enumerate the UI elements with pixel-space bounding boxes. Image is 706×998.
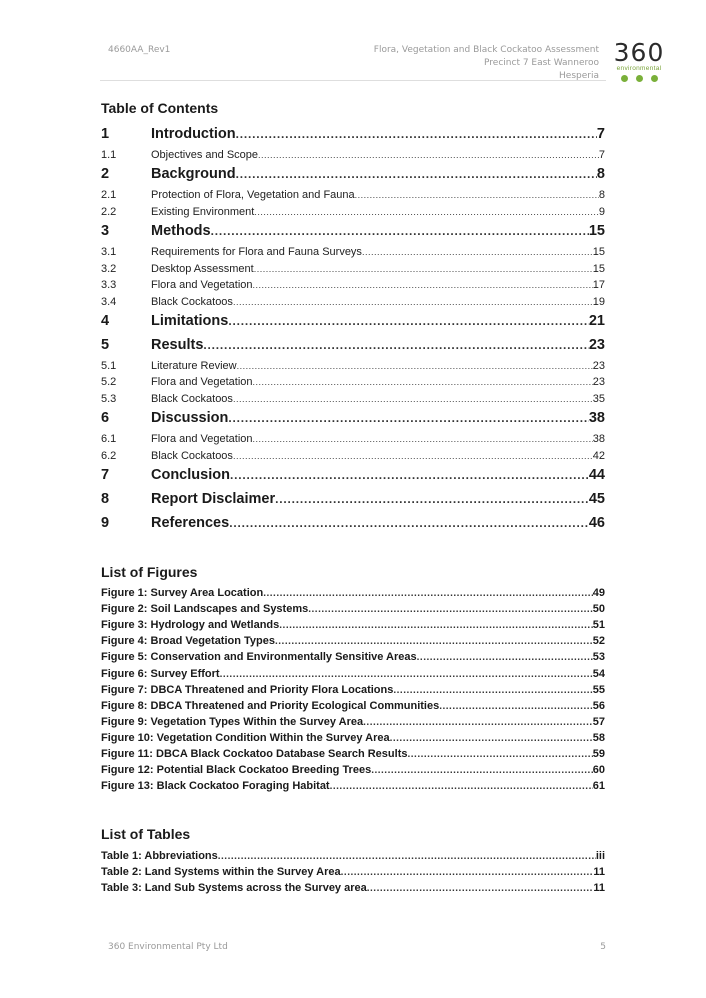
figure-entry-title: Figure 1: Survey Area Location (101, 587, 264, 599)
toc-entry-number: 8 (101, 491, 110, 507)
figure-entry[interactable] (101, 619, 605, 631)
toc-entry-page: 23 (588, 337, 605, 353)
figure-entry[interactable] (101, 764, 605, 776)
header-title-line: Precinct 7 East Wanneroo (484, 58, 599, 68)
toc-entry-title: Limitations (151, 313, 229, 329)
company-logo (606, 40, 672, 82)
toc-entry[interactable] (101, 166, 605, 182)
dot-leader (390, 733, 593, 744)
figure-entry-page: 51 (592, 619, 605, 632)
toc-entry[interactable] (101, 410, 605, 426)
toc-entry-page: 38 (592, 433, 605, 445)
figure-entry-title: Figure 11: DBCA Black Cockatoo Database Search Results (101, 748, 408, 760)
header-divider (100, 80, 606, 81)
toc-entry-title: Flora and Vegetation (151, 279, 253, 291)
toc-entry-title: Black Cockatoos (151, 450, 233, 462)
toc-entry[interactable] (101, 433, 605, 445)
toc-entry-number: 6 (101, 410, 110, 426)
toc-entry[interactable] (101, 279, 605, 291)
header-title-line: Hesperia (559, 71, 599, 81)
dot-leader (211, 224, 589, 238)
toc-entry-title: Flora and Vegetation (151, 376, 253, 388)
toc-entry[interactable] (101, 263, 605, 275)
toc-entry-title: Objectives and Scope (151, 149, 259, 161)
dot-leader (233, 394, 593, 404)
footer-company: 360 Environmental Pty Ltd (108, 942, 228, 952)
page-number: 5 (600, 942, 606, 952)
toc-entry-page: 15 (592, 263, 605, 275)
logo-dot (651, 75, 658, 82)
toc-entry[interactable] (101, 393, 605, 405)
toc-entry-page: 15 (588, 223, 605, 239)
toc-entry-number: 2 (101, 166, 110, 182)
table-entry-page: 11 (593, 882, 605, 895)
table-entry[interactable] (101, 866, 605, 878)
figure-entry[interactable] (101, 684, 605, 696)
toc-entry-page: 38 (588, 410, 605, 426)
toc-entry-number: 5.2 (101, 376, 117, 388)
dot-leader (258, 150, 599, 160)
figure-entry-title: Figure 7: DBCA Threatened and Priority Flora Locations (101, 683, 394, 696)
dot-leader (220, 669, 593, 680)
header-title-line: Flora, Vegetation and Black Cockatoo Assessment (373, 45, 599, 55)
dot-leader (363, 717, 593, 728)
header-title (374, 44, 599, 83)
logo-dots (606, 75, 672, 82)
toc-entry-title: Discussion (151, 410, 229, 426)
figure-entry-title: Figure 9: Vegetation Types Within the Survey Area (101, 715, 364, 728)
dot-leader (263, 588, 593, 599)
toc-entry[interactable] (101, 313, 605, 329)
table-entry-title: Table 3: Land Sub Systems across the Survey area (101, 882, 367, 895)
toc-entry-page: 46 (588, 515, 605, 531)
toc-entry[interactable] (101, 223, 605, 239)
figure-entry[interactable] (101, 603, 605, 615)
figures-heading: List of Figures (101, 564, 198, 580)
toc-entry-title: Requirements for Flora and Fauna Surveys (151, 246, 362, 258)
figure-entry-page: 54 (592, 667, 605, 680)
toc-entry-title: Background (151, 166, 236, 182)
toc-entry-title: Existing Environment (151, 206, 255, 218)
figure-entry[interactable] (101, 635, 605, 647)
toc-entry-page: 44 (588, 467, 605, 483)
toc-entry-page: 19 (592, 296, 605, 308)
toc-entry-number: 3.4 (101, 296, 117, 308)
table-entry[interactable] (101, 882, 605, 894)
toc-entry-page: 35 (592, 393, 605, 405)
dot-leader (253, 377, 593, 387)
figure-entry-page: 53 (592, 651, 605, 664)
toc-entry-page: 21 (588, 313, 605, 329)
table-entry-page: iii (595, 850, 605, 862)
toc-entry-title: Desktop Assessment (151, 263, 254, 275)
figure-entry-title: Figure 13: Black Cockatoo Foraging Habitat (101, 780, 330, 793)
toc-entry-page: 23 (592, 360, 605, 372)
toc-entry-title: Protection of Flora, Vegetation and Fauna (151, 189, 355, 201)
figure-entry-title: Figure 5: Conservation and Environmentally Sensitive Areas (101, 651, 417, 664)
toc-entry-number: 1.1 (101, 149, 117, 161)
toc-entry-page: 7 (596, 126, 605, 142)
toc-entry[interactable] (101, 450, 605, 462)
figure-entry[interactable] (101, 587, 605, 599)
figure-entry[interactable] (101, 651, 605, 663)
toc-entry-page: 8 (598, 189, 605, 201)
toc-entry[interactable] (101, 467, 605, 483)
figure-entry-title: Figure 3: Hydrology and Wetlands (101, 619, 280, 632)
toc-entry-title: Introduction (151, 126, 236, 142)
toc-entry-number: 3 (101, 223, 110, 239)
toc-entry-number: 7 (101, 467, 110, 483)
figure-entry-title: Figure 10: Vegetation Condition Within the Survey Area (101, 731, 390, 744)
figure-entry[interactable] (101, 732, 605, 744)
toc-entry-page: 42 (592, 450, 605, 462)
toc-entry[interactable] (101, 189, 605, 201)
dot-leader (275, 636, 593, 647)
table-entry-title: Table 1: Abbreviations (101, 850, 218, 862)
dot-leader (228, 411, 589, 425)
table-entry-page: 11 (593, 866, 605, 879)
dot-leader (355, 190, 599, 200)
toc-entry[interactable] (101, 491, 605, 507)
toc-entry[interactable] (101, 337, 605, 353)
figure-entry[interactable] (101, 748, 605, 760)
dot-leader (308, 604, 593, 615)
logo-number: 360 (613, 38, 665, 67)
logo-dot (621, 75, 628, 82)
figure-entry-page: 50 (592, 603, 605, 616)
toc-entry-number: 4 (101, 313, 110, 329)
toc-entry-title: Black Cockatoos (151, 296, 233, 308)
dot-leader (218, 851, 596, 862)
figure-entry-page: 58 (592, 731, 605, 744)
dot-leader (362, 247, 593, 257)
toc-entry-title: Results (151, 337, 204, 353)
document-reference: 4660AA_Rev1 (108, 45, 171, 55)
dot-leader (275, 492, 589, 506)
dot-leader (253, 280, 593, 290)
figure-entry-title: Figure 6: Survey Effort (101, 667, 220, 680)
toc-entry-number: 5.3 (101, 393, 117, 405)
dot-leader (228, 314, 589, 328)
dot-leader (279, 620, 592, 631)
toc-entry-page: 15 (592, 246, 605, 258)
toc-entry[interactable] (101, 206, 605, 218)
toc-entry[interactable] (101, 376, 605, 388)
dot-leader (367, 883, 594, 894)
figure-entry-title: Figure 12: Potential Black Cockatoo Breeding Trees (101, 764, 372, 777)
dot-leader (203, 338, 588, 352)
toc-entry-page: 17 (592, 279, 605, 291)
dot-leader (233, 297, 593, 307)
toc-entry-page: 7 (598, 149, 605, 161)
figure-entry-page: 57 (592, 715, 605, 728)
toc-entry-number: 3.1 (101, 246, 117, 258)
toc-entry-page: 45 (588, 491, 605, 507)
toc-entry-number: 5 (101, 337, 110, 353)
figure-entry-page: 61 (592, 780, 605, 793)
toc-entry-title: Methods (151, 223, 211, 239)
toc-entry-page: 8 (596, 166, 605, 182)
figure-entry[interactable] (101, 668, 605, 680)
figure-entry-page: 55 (592, 683, 605, 696)
table-entry[interactable] (101, 850, 605, 862)
dot-leader (237, 361, 593, 371)
figure-entry-page: 56 (592, 699, 605, 712)
toc-entry-number: 5.1 (101, 360, 117, 372)
toc-entry-number: 3.3 (101, 279, 117, 291)
dot-leader (254, 207, 599, 217)
toc-entry-number: 6.2 (101, 450, 117, 462)
logo-subtitle: environmental (616, 65, 662, 72)
toc-entry-number: 3.2 (101, 263, 117, 275)
toc-entry[interactable] (101, 360, 605, 372)
toc-entry-number: 2.1 (101, 189, 117, 201)
toc-entry[interactable] (101, 246, 605, 258)
figure-entry-page: 52 (592, 635, 605, 648)
figure-entry[interactable] (101, 716, 605, 728)
toc-entry-number: 2.2 (101, 206, 117, 218)
figure-entry-page: 49 (592, 587, 605, 599)
toc-entry-page: 23 (592, 376, 605, 388)
figure-entry-title: Figure 4: Broad Vegetation Types (101, 635, 275, 648)
toc-entry[interactable] (101, 515, 605, 531)
toc-entry-title: Black Cockatoos (151, 393, 233, 405)
dot-leader (236, 167, 597, 181)
toc-entry-page: 9 (598, 206, 605, 218)
table-entry-title: Table 2: Land Systems within the Survey Area (101, 866, 341, 879)
toc-entry-title: Flora and Vegetation (151, 433, 253, 445)
dot-leader (393, 685, 592, 696)
figure-entry[interactable] (101, 700, 605, 712)
toc-entry-number: 1 (101, 126, 110, 142)
dot-leader (230, 468, 589, 482)
figure-entry-title: Figure 8: DBCA Threatened and Priority Ecological Communities (101, 699, 440, 712)
toc-entry-number: 6.1 (101, 433, 117, 445)
dot-leader (233, 451, 593, 461)
dot-leader (407, 749, 592, 760)
dot-leader (417, 652, 593, 663)
toc-entry-title: Literature Review (151, 360, 237, 372)
dot-leader (229, 516, 589, 530)
dot-leader (236, 127, 597, 141)
dot-leader (439, 701, 593, 712)
figure-entry-page: 59 (592, 748, 605, 760)
figure-entry[interactable] (101, 780, 605, 792)
toc-entry[interactable] (101, 126, 605, 142)
toc-entry[interactable] (101, 149, 605, 161)
toc-entry-number: 9 (101, 515, 110, 531)
toc-heading: Table of Contents (101, 100, 219, 116)
dot-leader (330, 781, 593, 792)
dot-leader (371, 765, 593, 776)
toc-entry-title: References (151, 515, 230, 531)
toc-entry-title: Conclusion (151, 467, 230, 483)
logo-dot (636, 75, 643, 82)
dot-leader (254, 264, 593, 274)
dot-leader (341, 867, 594, 878)
tables-heading: List of Tables (101, 826, 191, 842)
toc-entry[interactable] (101, 296, 605, 308)
dot-leader (253, 434, 593, 444)
figure-entry-title: Figure 2: Soil Landscapes and Systems (101, 603, 309, 616)
figure-entry-page: 60 (592, 764, 605, 777)
toc-entry-title: Report Disclaimer (151, 491, 276, 507)
